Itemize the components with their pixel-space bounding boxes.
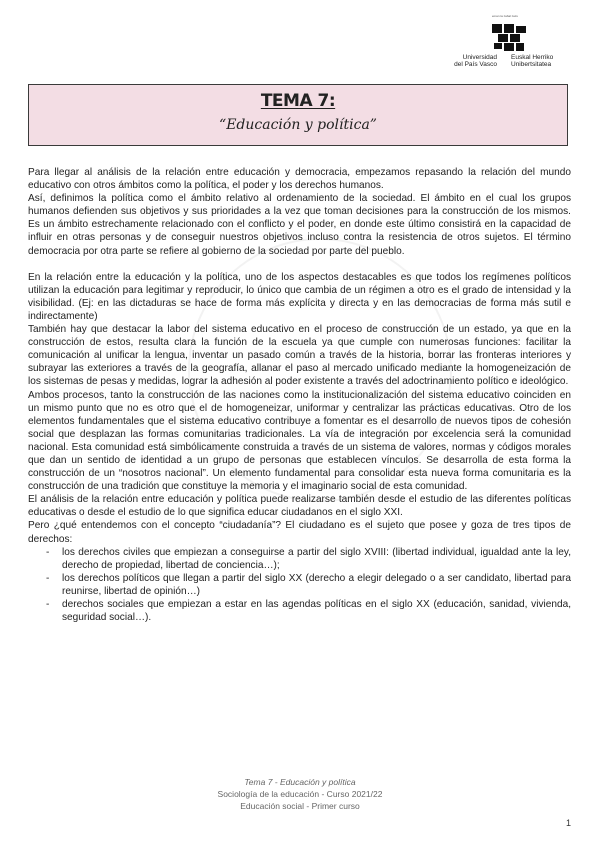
paragraph: El análisis de la relación entre educación y política puede realizarse también desde el estudio de las diferentes políticas educativas o desde el estudio de lo que significa educar ciudadanos en el siglo XXI. xyxy=(28,494,571,519)
paragraph: También hay que destacar la labor del sistema educativo en el proceso de construcción de un estado, ya que en la construcción de estos, resulta clara la función de la escuela ya que cumple con numerosas funciones: facilitar la comunicación al unificar la lengua, inventar un pasado común a través de la historia, borrar las fronteras interiores y subrayar las exteriores a través de la geografía, allanar el paso al mercado unificado mediante la homogeneización de los sistemas de pesas y medidas, lograr la adhesión al poder existente a través del adoctrinamiento político e ideológico. xyxy=(28,324,571,388)
footer-topic: Tema 7 - Educación y política xyxy=(244,777,356,787)
page-title: TEMA 7: xyxy=(260,91,336,111)
paragraph: Pero ¿qué entendemos con el concepto “ciudadanía”? El ciudadano es el sujeto que posee y goza de tres tipos de derechos: xyxy=(28,520,571,545)
paragraph: Ambos procesos, tanto la construcción de las naciones como la institucionalización del sistema educativo coinciden en un mismo punto que no es otro que el de homogeneizar, uniformar y centralizar las prácticas educativas. Otro de los elementos fundamentales que el sistema educativo contribuye a fomentar es el desarrollo de nuevos tipos de cohesión social que desplazan las formas comunitarias tradicionales. La vía de integración por excelencia será la comunidad nacional. Esta comunidad está simbólicamente construida a través de un sistema de valores, normas y códigos morales que dan un sentido de identidad a un grupo de personas que establecen vínculos. Se desarrolla de esta forma la construcción de un “nosotros nacional”. Un elemento fundamental para consolidar esta nueva forma comunitaria es la construcción de una tradición que constituye la memoria y el imaginario social de esta comunidad. xyxy=(28,389,571,493)
paragraph: Así, definimos la política como el ámbito relativo al ordenamiento de la sociedad. El ámbito en el cual los grupos humanos defienden sus objetivos y sus prioridades a la vez que toman decisiones para la construcción de los mismos. Es un ámbito estrechamente relacionado con el conflicto y el poder, en donde este último consistirá en la capacidad de influir en otras personas y de conseguir nuestros objetivos incluso contra la resistencia de otros sujetos. El término democracia por otra parte se refiere al gobierno de la sociedad por parte del pueblo. xyxy=(28,193,571,257)
logo-name-spanish: Universidad del País Vasco xyxy=(454,54,497,68)
logo-motto: eman ta zabal zazu xyxy=(492,14,519,18)
page-footer xyxy=(0,776,600,812)
university-emblem-icon xyxy=(490,22,528,52)
title-banner xyxy=(28,84,568,146)
university-logo xyxy=(452,14,564,74)
footer-course: Sociología de la educación - Curso 2021/22 xyxy=(217,789,383,799)
page-number: 1 xyxy=(566,818,572,828)
paragraph: En la relación entre la educación y la política, uno de los aspectos destacables es que todos los regímenes políticos utilizan la educación para legitimar y reproducir, lo único que cambia de un régimen a otro es el grado de intensidad y la visibilidad. (Ej: en las dictaduras se hace de forma más explícita y directa y en las democracias de forma más sutil e indirectamente) xyxy=(28,271,571,322)
list-item: - los derechos políticos que llegan a partir del siglo XX (derecho a elegir delegado o a ser candidato, libertad para reunirse, libertad de opinión…) xyxy=(46,572,571,597)
rights-list xyxy=(28,546,571,625)
page-subtitle: “Educación y política” xyxy=(219,117,377,133)
list-item: - derechos sociales que empiezan a estar en las agendas políticas en el siglo XX (educación, sanidad, vivienda, seguridad social…). xyxy=(46,599,571,624)
document-body xyxy=(28,166,571,624)
footer-program: Educación social - Primer curso xyxy=(240,801,360,811)
paragraph: Para llegar al análisis de la relación entre educación y democracia, empezamos repasando la relación del mundo educativo con otros ámbitos como la política, el poder y los derechos humanos. xyxy=(28,167,571,192)
logo-name-basque: Euskal Herriko Unibertsitatea xyxy=(511,54,554,68)
list-item: - los derechos civiles que empiezan a conseguirse a partir del siglo XVIII: (libertad individual, igualdad ante la ley, derecho de propiedad, libertad de conciencia…); xyxy=(46,546,571,571)
